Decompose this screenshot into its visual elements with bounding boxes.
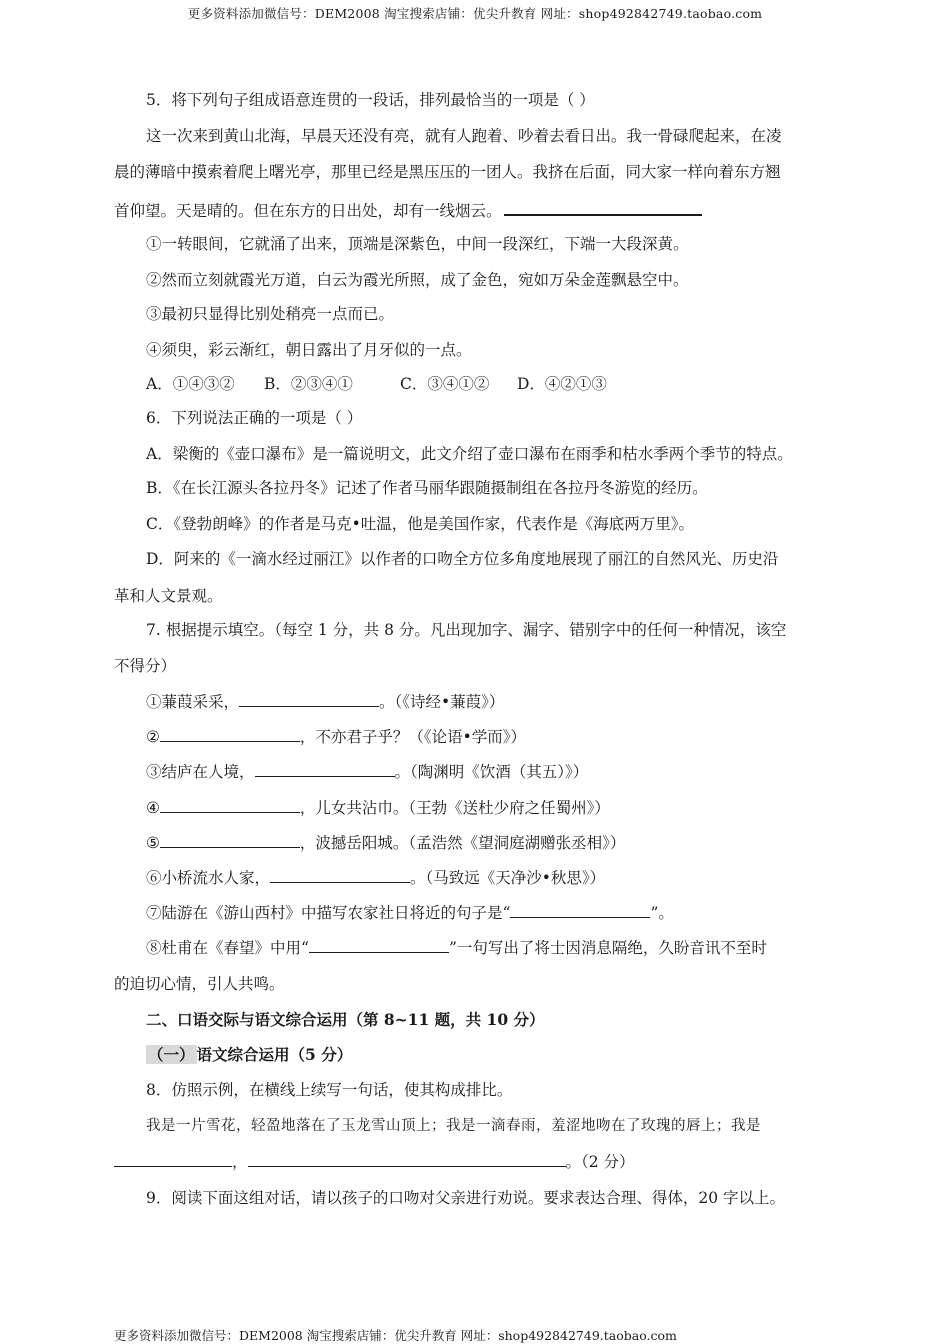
q5-option-c: C．③④①② <box>400 375 490 393</box>
q8-blank-1[interactable] <box>114 1152 232 1167</box>
q5-sentence-4: ④须臾，彩云渐红，朝日露出了月牙似的一点。 <box>146 341 472 359</box>
q7-item-3 <box>114 762 838 782</box>
q7-item-6 <box>114 868 838 888</box>
q8-blank-2[interactable] <box>248 1152 566 1167</box>
q7-item-4-blank[interactable] <box>160 798 300 813</box>
q5-options <box>114 374 838 394</box>
q7-item-5-post: ，波撼岳阳城。（孟浩然《望洞庭湖赠张丞相》） <box>299 834 626 852</box>
page-header: 更多资料添加微信号：DEM2008 淘宝搜索店铺：优尖升教育 网址：shop492842749.taobao.com <box>187 6 763 21</box>
q5-option-b: B．②③④① <box>264 375 353 393</box>
section2-subtitle <box>114 1045 838 1065</box>
page-footer: 更多资料添加微信号：DEM2008 淘宝搜索店铺：优尖升教育 网址：shop492842749.taobao.com <box>114 1328 677 1343</box>
q7-item-3-blank[interactable] <box>255 762 395 777</box>
q8-stem: 8．仿照示例，在横线上续写一句话，使其构成排比。 <box>146 1081 513 1099</box>
q7-item-7-blank[interactable] <box>510 903 650 918</box>
q5-passage-line3-text: 首仰望。天是晴的。但在东方的日出处，却有一线烟云。 <box>114 202 502 220</box>
q5-passage-line1: 这一次来到黄山北海，早晨天还没有亮，就有人跑着、吵着去看日出。我一骨碌爬起来，在凌 <box>146 127 782 145</box>
q6-option-c: C．《登勃朗峰》的作者是马克•吐温，他是美国作家，代表作是《海底两万里》。 <box>146 515 695 533</box>
section2-title: 二、口语交际与语文综合运用（第 8~11 题，共 10 分） <box>146 1010 545 1029</box>
section2-sub-title: 语文综合运用（5 分） <box>196 1045 353 1064</box>
q8-blank-separator: ， <box>232 1153 248 1171</box>
q7-item-1-pre: ①蒹葭采采， <box>146 693 240 711</box>
q7-item-3-pre: ③结庐在人境， <box>146 763 255 781</box>
q5-sentence-3: ③最初只显得比别处稍亮一点而已。 <box>146 305 395 323</box>
q7-item-8-post: ”一句写出了将士因消息隔绝，久盼音讯不至时 <box>448 939 767 957</box>
q8-answer-line <box>114 1152 838 1172</box>
q7-item-4-post: ，儿女共沾巾。（王勃《送杜少府之任蜀州》） <box>299 799 610 817</box>
q7-item-5 <box>114 833 838 853</box>
q5-answer-blank[interactable] <box>504 200 702 216</box>
q7-item-1-post: 。（《诗经•蒹葭》） <box>379 693 505 711</box>
q6-stem: 6．下列说法正确的一项是（ ） <box>146 409 363 427</box>
q7-item-7-pre: ⑦陆游在《游山西村》中描写农家社日将近的句子是“ <box>146 904 511 922</box>
q7-item-6-blank[interactable] <box>270 868 410 883</box>
q5-sentence-1: ①一转眼间，它就涌了出来，顶端是深紫色，中间一段深红，下端一大段深黄。 <box>146 235 689 253</box>
q7-item-7-post: ”。 <box>650 904 674 922</box>
q7-item-6-post: 。（马致远《天净沙•秋思》） <box>410 869 606 887</box>
q7-item-8-pre: ⑧杜甫在《春望》中用“ <box>146 939 309 957</box>
q5-option-a: A．①④③② <box>146 375 235 393</box>
q5-option-d: D．④②①③ <box>517 375 607 393</box>
q6-option-a: A．梁衡的《壶口瀑布》是一篇说明文，此文介绍了壶口瀑布在雨季和枯水季两个季节的特点。 <box>146 445 793 463</box>
q5-sentence-2: ②然而立刻就霞光万道，白云为霞光所照，成了金色，宛如万朵金莲飘悬空中。 <box>146 271 689 289</box>
q7-item-2-pre: ② <box>146 728 160 746</box>
q7-item-2-blank[interactable] <box>160 727 300 742</box>
q7-item-2-post: ，不亦君子乎？（《论语•学而》） <box>299 728 527 746</box>
q7-item-8-blank[interactable] <box>309 938 449 953</box>
q7-item-3-post: 。（陶渊明《饮酒（其五）》） <box>394 763 589 781</box>
q7-item-4 <box>114 798 838 818</box>
q7-item-6-pre: ⑥小桥流水人家， <box>146 869 271 887</box>
q5-passage-line2: 晨的薄暗中摸索着爬上曙光亭，那里已经是黑压压的一团人。我挤在后面，同大家一样向着东方翘 <box>114 163 781 181</box>
q8-blank-post: 。（2 分） <box>565 1153 635 1171</box>
q7-item-2 <box>114 727 838 747</box>
q6-option-b: B．《在长江源头各拉丹冬》记述了作者马丽华跟随摄制组在各拉丹冬游览的经历。 <box>146 479 708 497</box>
q7-item-5-pre: ⑤ <box>146 834 160 852</box>
q7-item-8 <box>114 938 838 958</box>
q7-stem-line1: 7. 根据提示填空。（每空 1 分，共 8 分。凡出现加字、漏字、错别字中的任何一种情况，该空 <box>146 621 787 639</box>
q7-stem-line2: 不得分） <box>114 657 177 675</box>
q6-option-d-line1: D．阿来的《一滴水经过丽江》以作者的口吻全方位多角度地展现了丽江的自然风光、历史沿 <box>146 550 779 568</box>
q7-item-4-pre: ④ <box>146 799 160 817</box>
q7-item-7 <box>114 903 838 923</box>
q5-stem: 5．将下列句子组成语意连贯的一段话，排列最恰当的一项是（ ） <box>146 91 595 109</box>
q6-option-d-line2: 革和人文景观。 <box>114 587 223 605</box>
section2-sub-mark: （一） <box>148 1045 195 1064</box>
q7-item-5-blank[interactable] <box>160 833 300 848</box>
q7-item-8-line2: 的迫切心情，引人共鸣。 <box>114 975 285 993</box>
q8-example: 我是一片雪花，轻盈地落在了玉龙雪山顶上；我是一滴春雨，羞涩地吻在了玫瑰的唇上；我是 <box>146 1118 761 1134</box>
q9-stem: 9．阅读下面这组对话，请以孩子的口吻对父亲进行劝说。要求表达合理、得体，20 字以上。 <box>146 1189 786 1207</box>
q5-passage-line3 <box>114 200 838 221</box>
q7-item-1 <box>114 692 838 712</box>
q7-item-1-blank[interactable] <box>239 692 379 707</box>
